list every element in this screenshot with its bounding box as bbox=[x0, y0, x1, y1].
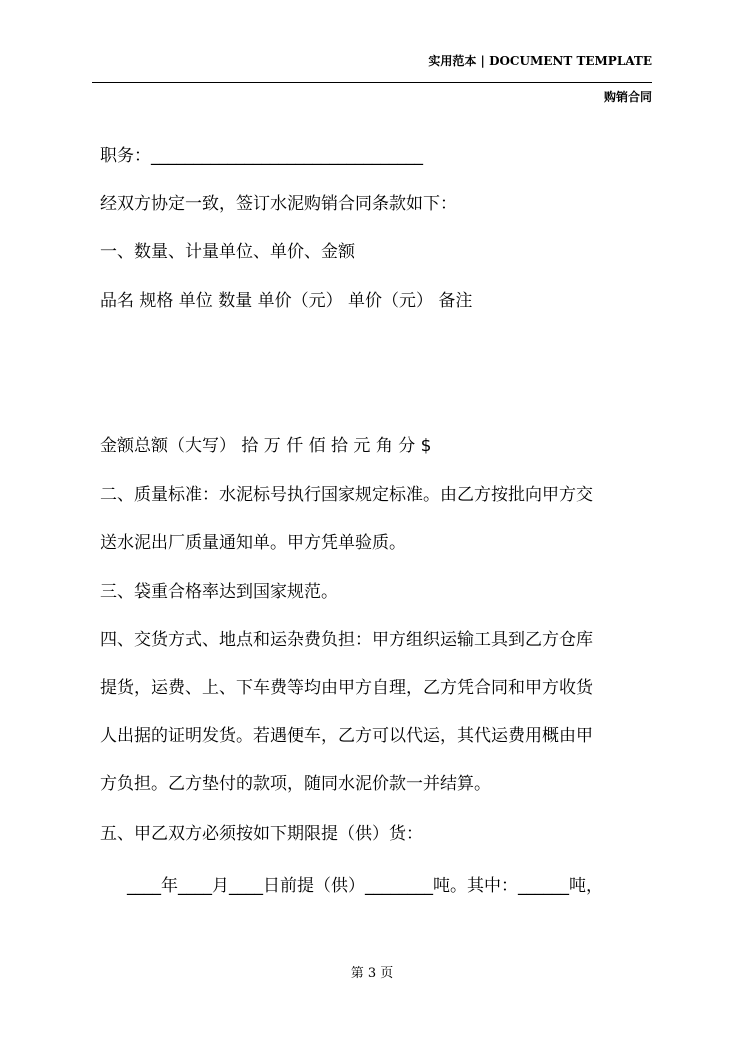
total-amount-line: 金额总额（大写） 拾 万 仟 佰 拾 元 角 分 $ bbox=[100, 436, 432, 456]
table-column-headers: 品名 规格 单位 数量 单价（元） 单价（元） 备注 bbox=[100, 291, 473, 311]
section-4-line-3: 人出据的证明发货。若遇便车，乙方可以代运，其代运费用概由甲 bbox=[100, 726, 593, 746]
header-document-type: 购销合同 bbox=[603, 90, 652, 104]
section-2-line-1: 二、质量标准：水泥标号执行国家规定标准。由乙方按批向甲方交 bbox=[100, 485, 593, 505]
section-4-line-2: 提货，运费、上、下车费等均由甲方自理，乙方凭合同和甲方收货 bbox=[100, 678, 593, 698]
section-4-line-1: 四、交货方式、地点和运杂费负担：甲方组织运输工具到乙方仓库 bbox=[100, 630, 593, 650]
section-2-quality-standard bbox=[100, 483, 654, 555]
header-divider bbox=[92, 82, 652, 83]
header-document-template-label: 实用范本 | DOCUMENT TEMPLATE bbox=[428, 54, 652, 68]
page-number: 第 3 页 bbox=[350, 966, 394, 981]
position-field-line: 职务：________________________________ bbox=[100, 146, 423, 166]
section-1-heading: 一、数量、计量单位、单价、金额 bbox=[100, 242, 355, 262]
section-4-line-4: 方负担。乙方垫付的款项，随同水泥价款一并结算。 bbox=[100, 774, 491, 794]
contract-intro: 经双方协定一致，签订水泥购销合同条款如下： bbox=[100, 194, 457, 214]
section-4-delivery-terms bbox=[100, 628, 654, 796]
section-3-bag-weight: 三、袋重合格率达到国家规范。 bbox=[100, 582, 338, 602]
section-5-heading: 五、甲乙双方必须按如下期限提（供）货： bbox=[100, 824, 423, 844]
section-2-line-2: 送水泥出厂质量通知单。甲方凭单验质。 bbox=[100, 533, 406, 553]
delivery-schedule-line: ____年____月____日前提（供）________吨。其中：______吨， bbox=[127, 876, 603, 896]
